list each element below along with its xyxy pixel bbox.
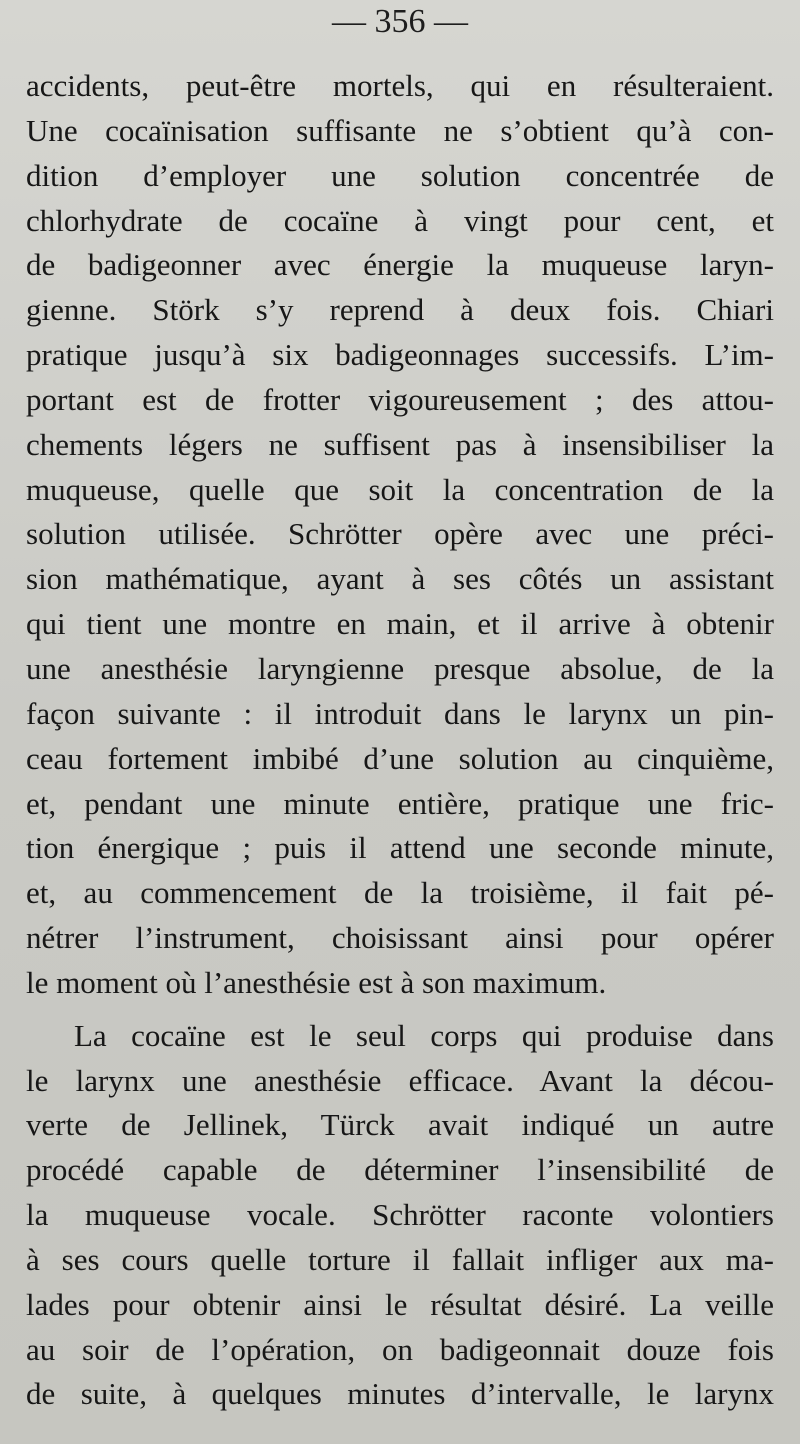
text-line: la muqueuse vocale. Schrötter raconte volontiers	[26, 1197, 774, 1233]
text-line: à ses cours quelle torture il fallait infliger aux ma-	[26, 1241, 774, 1277]
text-line: de badigeonner avec énergie la muqueuse laryn-	[26, 247, 774, 283]
text-line: qui tient une montre en main, et il arrive à obtenir	[26, 606, 774, 642]
page-body	[26, 64, 774, 1417]
text-line: nétrer l’instrument, choisissant ainsi pour opérer	[26, 920, 774, 956]
text-line: accidents, peut-être mortels, qui en résulteraient.	[26, 68, 774, 103]
paragraph-1	[26, 64, 774, 1006]
text-line: chlorhydrate de cocaïne à vingt pour cent, et	[26, 202, 774, 238]
text-line: dition d’employer une solution concentrée de	[26, 157, 774, 193]
text-line: chements légers ne suffisent pas à insensibiliser la	[26, 426, 774, 462]
paragraph-2	[26, 1014, 774, 1418]
text-line: procédé capable de déterminer l’insensibilité de	[26, 1152, 774, 1188]
text-line: verte de Jellinek, Türck avait indiqué un autre	[26, 1107, 774, 1143]
text-line: ceau fortement imbibé d’une solution au cinquième,	[26, 740, 774, 776]
text-line: de suite, à quelques minutes d’intervalle, le larynx	[26, 1376, 774, 1412]
text-line: portant est de frotter vigoureusement ; des attou-	[26, 381, 774, 417]
text-line: lades pour obtenir ainsi le résultat désiré. La veille	[26, 1286, 774, 1322]
text-line: et, pendant une minute entière, pratique une fric-	[26, 785, 774, 821]
text-line: tion énergique ; puis il attend une seconde minute,	[26, 830, 774, 866]
text-line: sion mathématique, ayant à ses côtés un assistant	[26, 561, 774, 597]
text-line: le larynx une anesthésie efficace. Avant la décou-	[26, 1062, 774, 1098]
text-line: et, au commencement de la troisième, il fait pé-	[26, 875, 774, 911]
page-number: — 356 —	[332, 3, 468, 40]
text-line: gienne. Störk s’y reprend à deux fois. Chiari	[26, 292, 774, 328]
text-line: une anesthésie laryngienne presque absolue, de la	[26, 650, 774, 686]
text-line: façon suivante : il introduit dans le larynx un pin-	[26, 695, 774, 731]
text-line: solution utilisée. Schrötter opère avec une préci-	[26, 516, 774, 552]
text-line: Une cocaïnisation suffisante ne s’obtient qu’à con-	[26, 112, 774, 148]
text-line: La cocaïne est le seul corps qui produise dans	[74, 1017, 774, 1053]
text-line: le moment où l’anesthésie est à son maximum.	[26, 964, 607, 1000]
text-line: au soir de l’opération, on badigeonnait douze fois	[26, 1331, 774, 1367]
text-line: pratique jusqu’à six badigeonnages successifs. L’im-	[26, 337, 774, 373]
text-line: muqueuse, quelle que soit la concentration de la	[26, 471, 774, 507]
paragraph-gap	[26, 1006, 774, 1014]
